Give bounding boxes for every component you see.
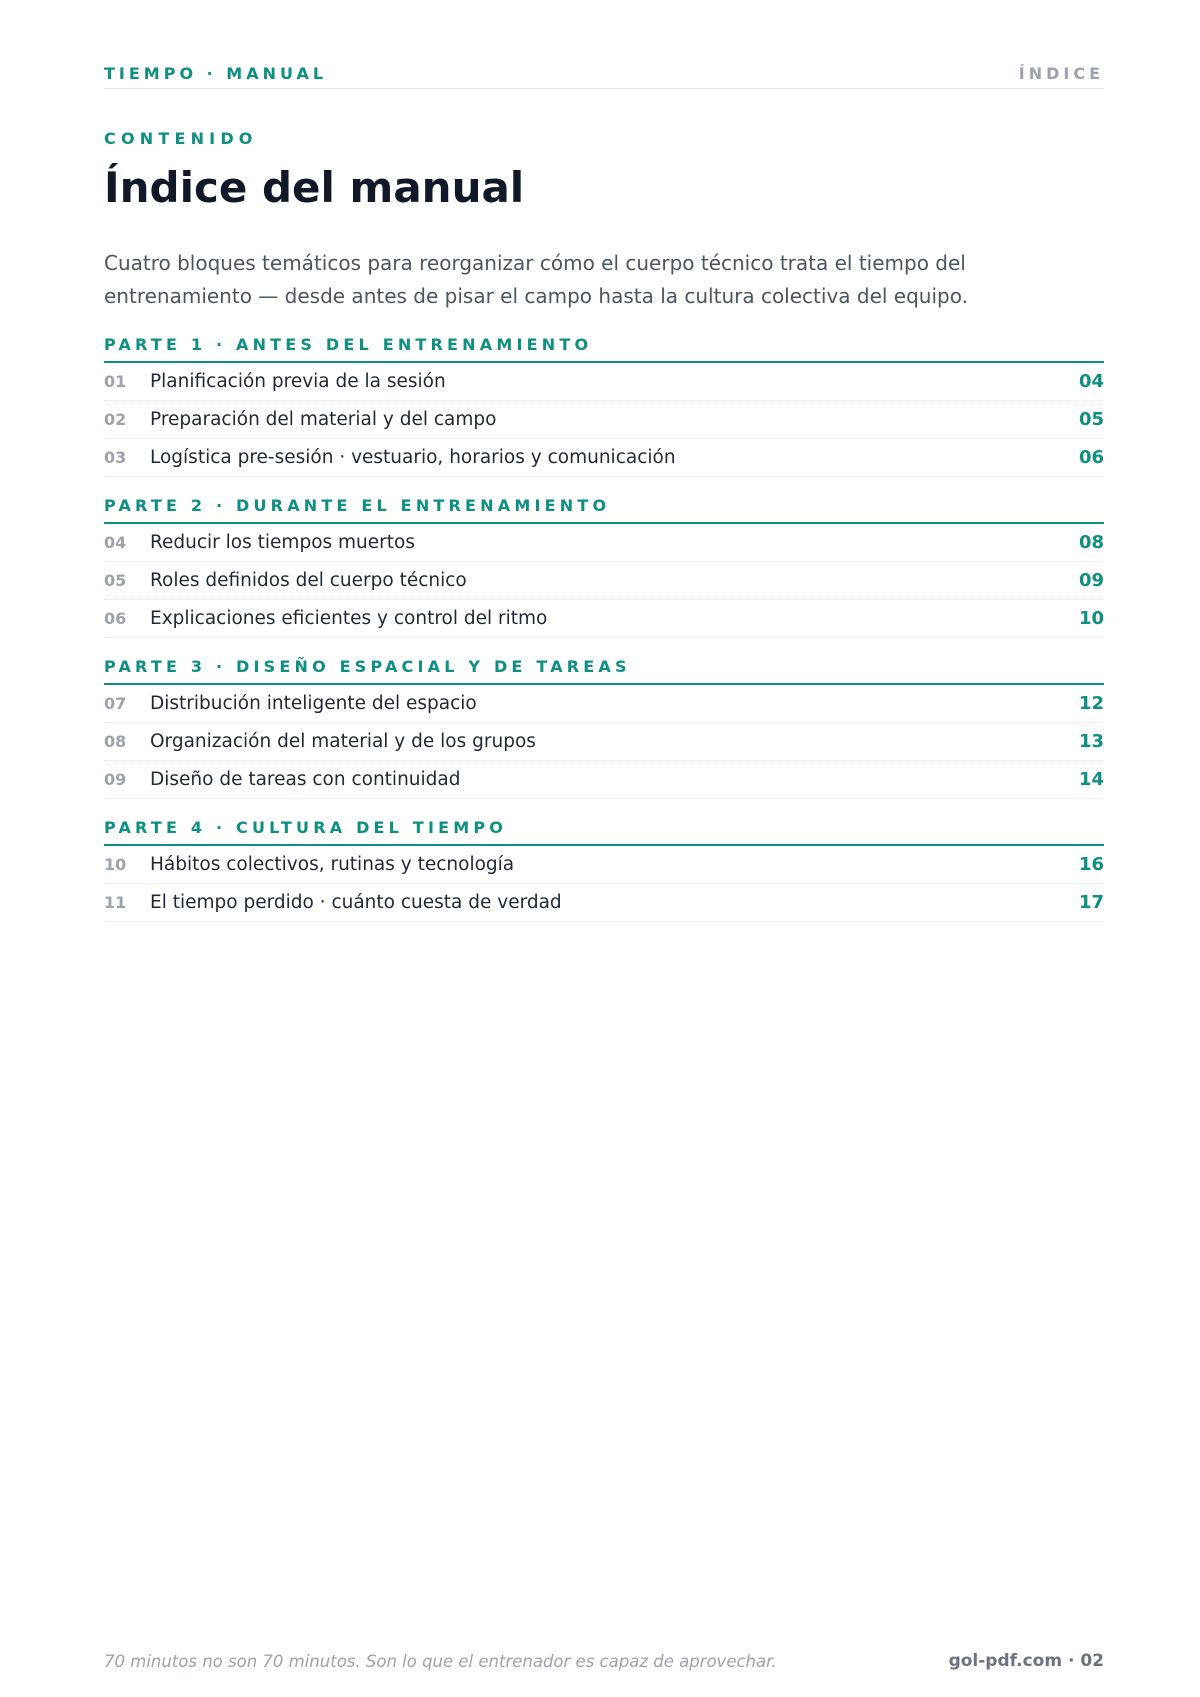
toc-entry[interactable] bbox=[104, 562, 1104, 600]
toc-entry[interactable] bbox=[104, 524, 1104, 562]
entry-number: 08 bbox=[104, 732, 127, 751]
toc-entry[interactable] bbox=[104, 600, 1104, 638]
toc-entry[interactable] bbox=[104, 884, 1104, 922]
entry-page-number: 08 bbox=[1078, 532, 1104, 553]
toc-part-1 bbox=[104, 334, 1104, 477]
toc-entry[interactable] bbox=[104, 723, 1104, 761]
entry-title: Distribución inteligente del espacio bbox=[150, 693, 477, 714]
toc-part-2 bbox=[104, 495, 1104, 638]
entry-page-number: 14 bbox=[1078, 769, 1104, 790]
toc-entry[interactable] bbox=[104, 363, 1104, 401]
entry-title: Organización del material y de los grupos bbox=[150, 731, 536, 752]
part-spacer bbox=[104, 477, 1104, 495]
entry-page-number: 05 bbox=[1078, 409, 1104, 430]
page-title: Índice del manual bbox=[104, 163, 525, 212]
intro-paragraph: Cuatro bloques temáticos para reorganizar cómo el cuerpo técnico trata el tiempo del entrenamiento — desde antes de pisar el campo hasta la cultura colectiva del equipo. bbox=[104, 251, 968, 308]
part-spacer bbox=[104, 638, 1104, 656]
header-section-label: ÍNDICE bbox=[1018, 64, 1104, 83]
table-of-contents bbox=[104, 334, 1104, 922]
header-manual-title: TIEMPO · MANUAL bbox=[104, 64, 328, 83]
entry-number: 05 bbox=[104, 571, 127, 590]
part-spacer bbox=[104, 799, 1104, 817]
entry-title: Logística pre-sesión · vestuario, horarios y comunicación bbox=[150, 447, 676, 468]
entry-number: 03 bbox=[104, 448, 127, 467]
footer-quote: 70 minutos no son 70 minutos. Son lo que el entrenador es capaz de aprovechar. bbox=[104, 1652, 777, 1671]
footer-site-page: gol-pdf.com · 02 bbox=[948, 1651, 1104, 1671]
entry-page-number: 12 bbox=[1078, 693, 1104, 714]
toc-part-3 bbox=[104, 656, 1104, 799]
entry-title: Roles definidos del cuerpo técnico bbox=[150, 570, 467, 591]
part-heading: PARTE 4 · CULTURA DEL TIEMPO bbox=[104, 817, 1104, 846]
part-heading: PARTE 1 · ANTES DEL ENTRENAMIENTO bbox=[104, 334, 1104, 363]
entry-number: 02 bbox=[104, 410, 127, 429]
entry-number: 09 bbox=[104, 770, 127, 789]
entry-number: 04 bbox=[104, 533, 127, 552]
entry-number: 06 bbox=[104, 609, 127, 628]
entry-number: 07 bbox=[104, 694, 127, 713]
entry-page-number: 13 bbox=[1078, 731, 1104, 752]
entry-number: 11 bbox=[104, 893, 127, 912]
toc-entry[interactable] bbox=[104, 761, 1104, 799]
entry-page-number: 04 bbox=[1078, 371, 1104, 392]
entry-number: 10 bbox=[104, 855, 127, 874]
part-heading: PARTE 2 · DURANTE EL ENTRENAMIENTO bbox=[104, 495, 1104, 524]
entry-title: Explicaciones eficientes y control del ritmo bbox=[150, 608, 548, 629]
entry-title: Reducir los tiempos muertos bbox=[150, 532, 415, 553]
entry-title: El tiempo perdido · cuánto cuesta de verdad bbox=[150, 892, 562, 913]
section-eyebrow: CONTENIDO bbox=[104, 129, 258, 148]
entry-title: Planificación previa de la sesión bbox=[150, 371, 446, 392]
entry-page-number: 06 bbox=[1078, 447, 1104, 468]
toc-entry[interactable] bbox=[104, 439, 1104, 477]
toc-entry[interactable] bbox=[104, 401, 1104, 439]
entry-title: Diseño de tareas con continuidad bbox=[150, 769, 461, 790]
entry-page-number: 10 bbox=[1078, 608, 1104, 629]
document-page bbox=[104, 0, 1104, 1697]
entry-title: Hábitos colectivos, rutinas y tecnología bbox=[150, 854, 515, 875]
entry-title: Preparación del material y del campo bbox=[150, 409, 497, 430]
entry-number: 01 bbox=[104, 372, 127, 391]
running-header bbox=[104, 64, 1104, 89]
entry-page-number: 16 bbox=[1078, 854, 1104, 875]
entry-page-number: 17 bbox=[1078, 892, 1104, 913]
toc-entry[interactable] bbox=[104, 846, 1104, 884]
entry-page-number: 09 bbox=[1078, 570, 1104, 591]
part-heading: PARTE 3 · DISEÑO ESPACIAL Y DE TAREAS bbox=[104, 656, 1104, 685]
toc-part-4 bbox=[104, 817, 1104, 922]
toc-entry[interactable] bbox=[104, 685, 1104, 723]
